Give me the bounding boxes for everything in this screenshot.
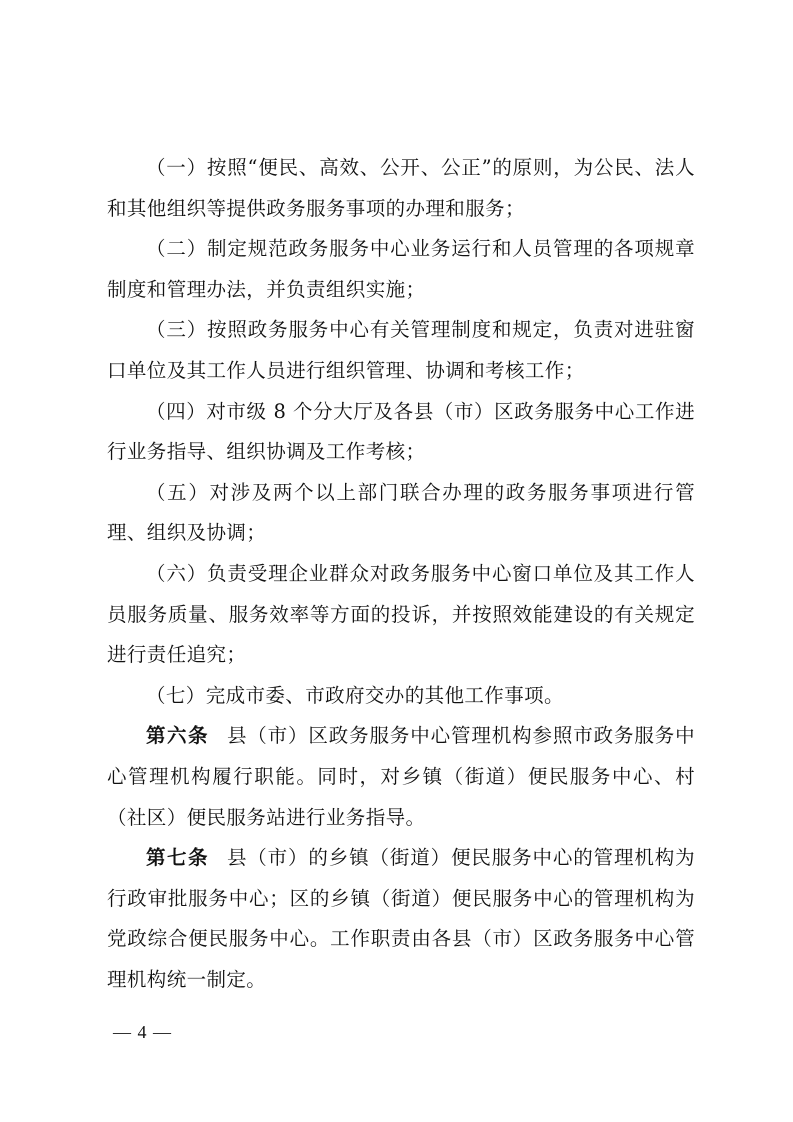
- duty-item-3: （三）按照政务服务中心有关管理制度和规定，负责对进驻窗口单位及其工作人员进行组织管理、协调和考核工作；: [107, 318, 695, 382]
- duty-item-2: （二）制定规范政务服务中心业务运行和人员管理的各项规章制度和管理办法，并负责组织实施；: [107, 237, 695, 301]
- duty-item-1: （一）按照“便民、高效、公开、公正”的原则，为公民、法人和其他组织等提供政务服务事项的办理和服务；: [107, 156, 695, 220]
- document-body: [107, 148, 695, 1000]
- duty-item-4: （四）对市级 8 个分大厅及各县（市）区政务服务中心工作进行业务指导、组织协调及工作考核；: [107, 399, 695, 464]
- article-6-number: 第六条: [146, 724, 209, 748]
- duty-item-6: （六）负责受理企业群众对政务服务中心窗口单位及其工作人员服务质量、服务效率等方面的投诉，并按照效能建设的有关规定进行责任追究；: [107, 561, 695, 667]
- duty-item-5: （五）对涉及两个以上部门联合办理的政务服务事项进行管理、组织及协调；: [107, 480, 695, 545]
- page-number: — 4 —: [113, 1022, 172, 1042]
- article-7-number: 第七条: [146, 846, 209, 870]
- article-7: [107, 838, 695, 1000]
- duty-item-7: （七）完成市委、市政府交办的其他工作事项。: [146, 683, 564, 707]
- article-7-text: 县（市）的乡镇（街道）便民服务中心的管理机构为行政审批服务中心；区的乡镇（街道）便民服务中心的管理机构为党政综合便民服务中心。工作职责由各县（市）区政务服务中心管理机构统一制定。: [107, 846, 695, 991]
- article-6-text: 县（市）区政务服务中心管理机构参照市政务服务中心管理机构履行职能。同时，对乡镇（街道）便民服务中心、村（社区）便民服务站进行业务指导。: [107, 724, 695, 829]
- article-6: [107, 716, 695, 838]
